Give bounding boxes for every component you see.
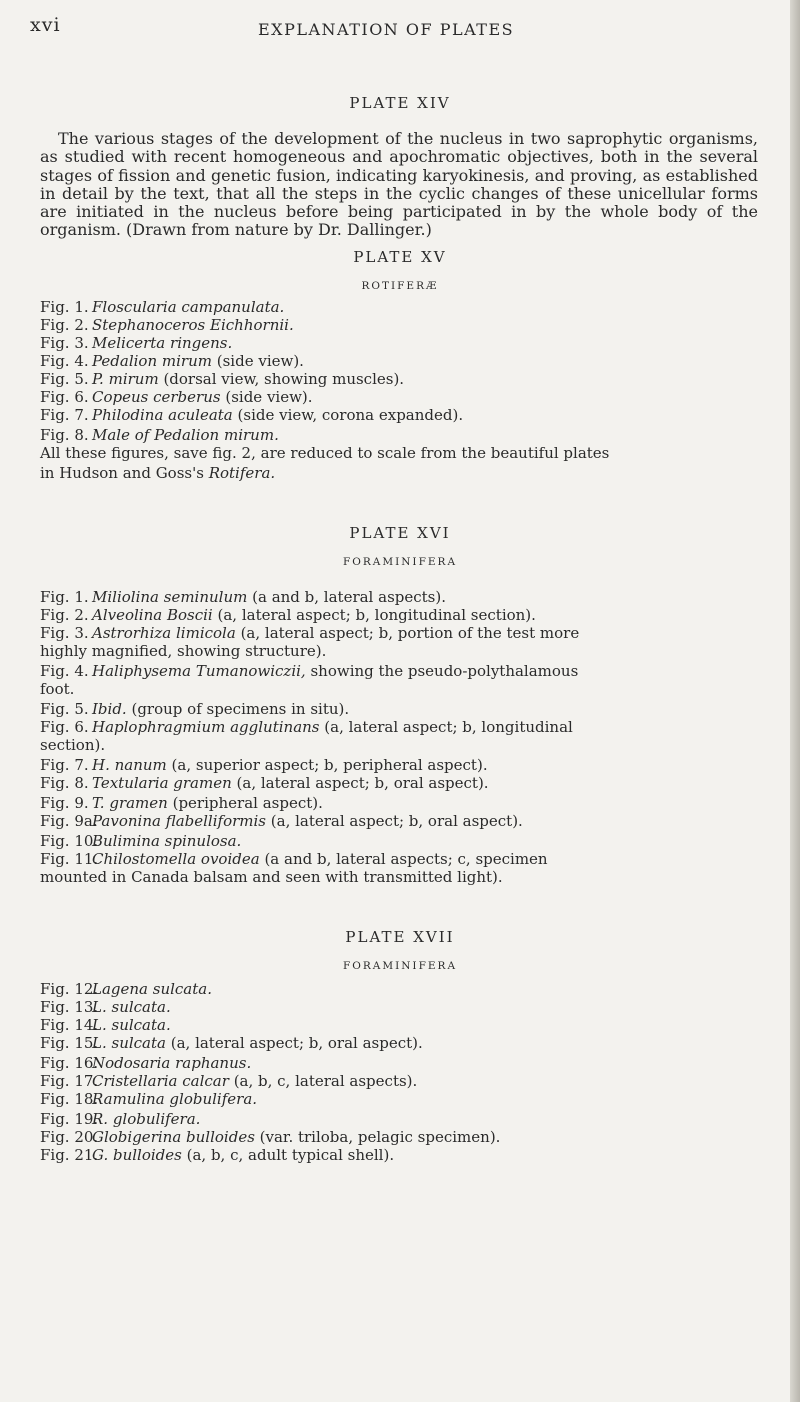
fig-entry-continuation: mounted in Canada balsam and seen with transmitted light). <box>40 868 503 886</box>
fig-entry: Fig. 2. Stephanoceros Eichhornii. <box>40 316 294 334</box>
fig-entry-continuation: highly magnified, showing structure). <box>40 642 327 660</box>
fig-entry: Fig. 17.Cristellaria calcar (a, b, c, lateral aspects). <box>40 1072 418 1090</box>
fig-entry: Fig. 1. Floscularia campanulata. <box>40 298 285 316</box>
fig-entry: Fig. 2. Alveolina Boscii (a, lateral aspect; b, longitudinal section). <box>40 606 536 624</box>
fig-entry: Fig. 6. Copeus cerberus (side view). <box>40 388 313 406</box>
fig-entry-continuation: section). <box>40 736 106 754</box>
fig-entry: Fig. 8. Textularia gramen (a, lateral aspect; b, oral aspect). <box>40 774 489 792</box>
running-title: EXPLANATION OF PLATES <box>258 20 515 39</box>
fig-entry: Fig. 8. Male of Pedalion mirum. <box>40 426 279 444</box>
fig-entry: Fig. 20.Globigerina bulloides (var. triloba, pelagic specimen). <box>40 1128 501 1146</box>
fig-entry: Fig. 10.Bulimina spinulosa. <box>40 832 242 850</box>
plate-16-subtitle: FORAMINIFERA <box>342 556 458 568</box>
fig-entry: Fig. 4. Haliphysema Tumanowiczii, showing the pseudo-polythalamous <box>40 662 579 680</box>
plate-17-subtitle: FORAMINIFERA <box>342 960 458 972</box>
fig-entry: Fig. 16.Nodosaria raphanus. <box>40 1054 252 1072</box>
fig-entry: Fig. 9. T. gramen (peripheral aspect). <box>40 794 323 812</box>
fig-entry-continuation: foot. <box>40 680 75 698</box>
fig-entry: Fig. 15.L. sulcata (a, lateral aspect; b, oral aspect). <box>40 1034 423 1052</box>
plate-15-subtitle: ROTIFERÆ <box>361 280 439 292</box>
fig-entry: Fig. 5. Ibid. (group of specimens in situ). <box>40 700 350 718</box>
fig-entry: Fig. 7. Philodina aculeata (side view, corona expanded). <box>40 406 464 424</box>
fig-entry: Fig. 7. H. nanum (a, superior aspect; b, peripheral aspect). <box>40 756 488 774</box>
plate-17-title: PLATE XVII <box>345 928 455 946</box>
fig-entry: Fig. 9a.Pavonina flabelliformis (a, lateral aspect; b, oral aspect). <box>40 812 523 830</box>
fig-entry: Fig. 1. Miliolina seminulum (a and b, lateral aspects). <box>40 588 446 606</box>
page-edge <box>790 0 800 1402</box>
plate-15-note-source: in Hudson and Goss's Rotifera. <box>40 464 276 482</box>
fig-entry: Fig. 6. Haplophragmium agglutinans (a, lateral aspect; b, longitudinal <box>40 718 573 736</box>
plate-16-title: PLATE XVI <box>349 524 451 542</box>
plate-15-note: All these figures, save fig. 2, are reduced to scale from the beautiful plates <box>40 444 610 462</box>
fig-entry: Fig. 3. Melicerta ringens. <box>40 334 233 352</box>
fig-entry: Fig. 4. Pedalion mirum (side view). <box>40 352 304 370</box>
fig-entry: Fig. 18.Ramulina globulifera. <box>40 1090 258 1108</box>
fig-entry: Fig. 21.G. bulloides (a, b, c, adult typical shell). <box>40 1146 395 1164</box>
fig-entry: Fig. 12.Lagena sulcata. <box>40 980 212 998</box>
fig-entry: Fig. 5. P. mirum (dorsal view, showing muscles). <box>40 370 405 388</box>
fig-entry: Fig. 14.L. sulcata. <box>40 1016 171 1034</box>
plate-15-title: PLATE XV <box>353 248 447 266</box>
plate-14-description: The various stages of the development of the nucleus in two saprophytic organisms, as studied with recent homogeneous and apochromatic objectives, both in the several stages of fission and genetic fusion, indicating karyokinesis, and proving, as established in detail by the text, that all the steps in the cyclic changes of these unicellular forms are initiated in the nucleus before being participated in by the whole body of the organism. (Drawn from nature by Dr. Dallinger.) <box>40 129 758 240</box>
fig-entry: Fig. 19.R. globulifera. <box>40 1110 201 1128</box>
fig-entry: Fig. 3. Astrorhiza limicola (a, lateral aspect; b, portion of the test more <box>40 624 580 642</box>
fig-entry: Fig. 11.Chilostomella ovoidea (a and b, lateral aspects; c, specimen <box>40 850 548 868</box>
fig-entry: Fig. 13.L. sulcata. <box>40 998 171 1016</box>
page-number: xvi <box>30 14 61 36</box>
plate-14-title: PLATE XIV <box>349 94 451 112</box>
